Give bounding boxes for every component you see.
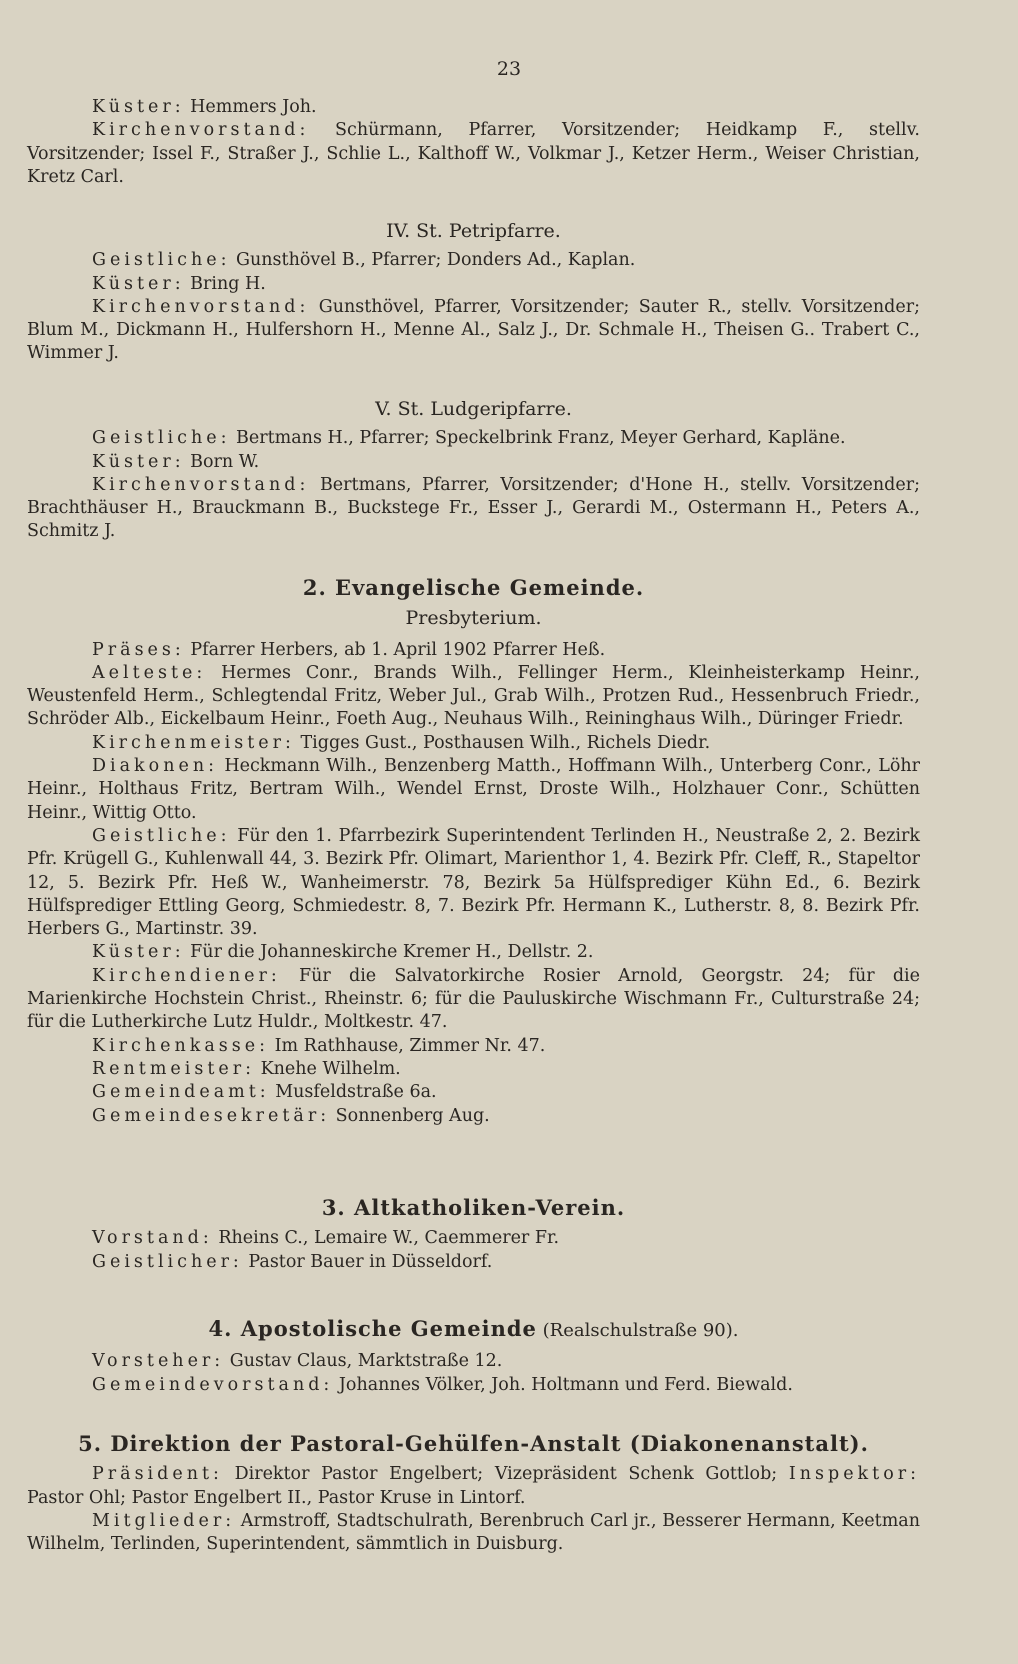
paragraph: Geistliche: Gunsthövel B., Pfarrer; Donders Ad., Kaplan. (92, 250, 636, 271)
paragraph: Mitglieder: Armstroff, Stadtschulrath, Berenbruch Carl jr., Besserer Hermann, Keetman Wilhelm, Terlinden, Superintendent, sämmtlich in Duisburg. (27, 1510, 920, 1555)
paragraph: Aelteste: Hermes Conr., Brands Wilh., Fellinger Herm., Kleinheisterkamp Heinr., Weustenfeld Herm., Schlegtendal Fritz, Weber Jul., Grab Wilh., Protzen Rud., Hessenbruch Friedr., Schröder Alb., Eickelbaum Heinr., Foeth Aug., Neuhaus Wilh., Reininghaus Wilh., Düringer Friedr. (27, 662, 920, 730)
paragraph: Küster: Born W. (92, 451, 260, 472)
paragraph: Geistliche: Für den 1. Pfarrbezirk Superintendent Terlinden H., Neustraße 2, 2. Bezirk Pfr. Krügell G., Kuhlenwall 44, 3. Bezirk Pfr. Olimart, Marienthor 1, 4. Bezirk Pfr. Cleff, R., Stapeltor 12, 5. Bezirk Pfr. Heß W., Wanheimerstr. 78, Bezirk 5a Hülfsprediger Kühn Ed., 6. Bezirk Hülfsprediger Ettling Georg, Schmiedestr. 8, 7. Bezirk Pfr. Hermann K., Lutherstr. 8, 8. Bezirk Pfr. Herbers G., Martinstr. 39. (27, 825, 920, 940)
paragraph: Vorsteher: Gustav Claus, Marktstraße 12. (92, 1351, 503, 1372)
section-v (27, 398, 920, 544)
section-subheading: Presbyterium. (405, 607, 542, 630)
paragraph: Kirchenkasse: Im Rathhause, Zimmer Nr. 47. (92, 1035, 546, 1056)
section-heading: V. St. Ludgeripfarre. (375, 398, 572, 420)
paragraph: Küster: Für die Johanneskirche Kremer H., Dellstr. 2. (92, 942, 594, 963)
paragraph: Vorstand: Rheins C., Lemaire W., Caemmerer Fr. (92, 1228, 560, 1249)
paragraph: Gemeindeamt: Musfeldstraße 6a. (92, 1082, 437, 1103)
section-3 (27, 1196, 920, 1274)
paragraph: Geistlicher: Pastor Bauer in Düsseldorf. (92, 1251, 493, 1272)
paragraph: Gemeindevorstand: Johannes Völker, Joh. Holtmann und Ferd. Biewald. (92, 1374, 793, 1395)
paragraph: Kirchenvorstand: Bertmans, Pfarrer, Vorsitzender; d'Hone H., stellv. Vorsitzender; Brachthäuser H., Brauckmann B., Buckstege Fr., Esser J., Gerardi M., Ostermann H., Peters A., Schmitz J. (27, 474, 920, 542)
paragraph: Diakonen: Heckmann Wilh., Benzenberg Matth., Hoffmann Wilh., Unterberg Conr., Löhr Heinr., Holthaus Fritz, Bertram Wilh., Wendel Ernst, Droste Wilh., Holzhauer Conr., Schütten Heinr., Wittig Otto. (27, 756, 920, 823)
section-2 (27, 576, 920, 1128)
section-heading: 5. Direktion der Pastoral-Gehülfen-Anstalt (Diakonenanstalt). (78, 1431, 869, 1456)
page-number: 23 (496, 58, 522, 80)
section-heading: 3. Altkatholiken-Verein. (321, 1195, 626, 1220)
section-5 (27, 1432, 920, 1556)
section-heading: IV. St. Petripfarre. (386, 220, 561, 242)
section-iv (27, 220, 920, 366)
section-4 (27, 1317, 920, 1397)
paragraph: Kirchendiener: Für die Salvatorkirche Rosier Arnold, Georgstr. 24; für die Marienkirche Hochstein Christ., Rheinstr. 6; für die Pauluskirche Wischmann Fr., Culturstraße 24; für die Lutherkirche Lutz Huldr., Moltkestr. 47. (27, 965, 920, 1033)
block-top (27, 96, 920, 189)
paragraph: Rentmeister: Knehe Wilhelm. (92, 1058, 401, 1079)
paragraph: Küster: Hemmers Joh. (92, 97, 317, 117)
paragraph: Küster: Bring H. (92, 273, 266, 294)
section-heading: 2. Evangelische Gemeinde. (302, 575, 645, 600)
paragraph: Geistliche: Bertmans H., Pfarrer; Speckelbrink Franz, Meyer Gerhard, Kapläne. (92, 428, 846, 449)
paragraph: Gemeindesekretär: Sonnenberg Aug. (92, 1105, 490, 1126)
section-heading: 4. Apostolische Gemeinde (Realschulstraße 90). (208, 1316, 739, 1341)
paragraph: Kirchenmeister: Tigges Gust., Posthausen Wilh., Richels Diedr. (92, 732, 711, 753)
paragraph: Kirchenvorstand: Gunsthövel, Pfarrer, Vorsitzender; Sauter R., stellv. Vorsitzender; Blum M., Dickmann H., Hulfershorn H., Menne Al., Salz J., Dr. Schmale H., Theisen G.. Trabert C., Wimmer J. (27, 296, 920, 364)
paragraph: Präsident: Direktor Pastor Engelbert; Vizepräsident Schenk Gottlob; Inspektor: Pastor Ohl; Pastor Engelbert II., Pastor Kruse in Lintorf. (27, 1464, 920, 1508)
paragraph: Präses: Pfarrer Herbers, ab 1. April 1902 Pfarrer Heß. (92, 639, 606, 660)
paragraph: Kirchenvorstand: Schürmann, Pfarrer, Vorsitzender; Heidkamp F., stellv. Vorsitzender; Issel F., Straßer J., Schlie L., Kalthoff W., Volkmar J., Ketzer Herm., Weiser Christian, Kretz Carl. (27, 120, 920, 187)
